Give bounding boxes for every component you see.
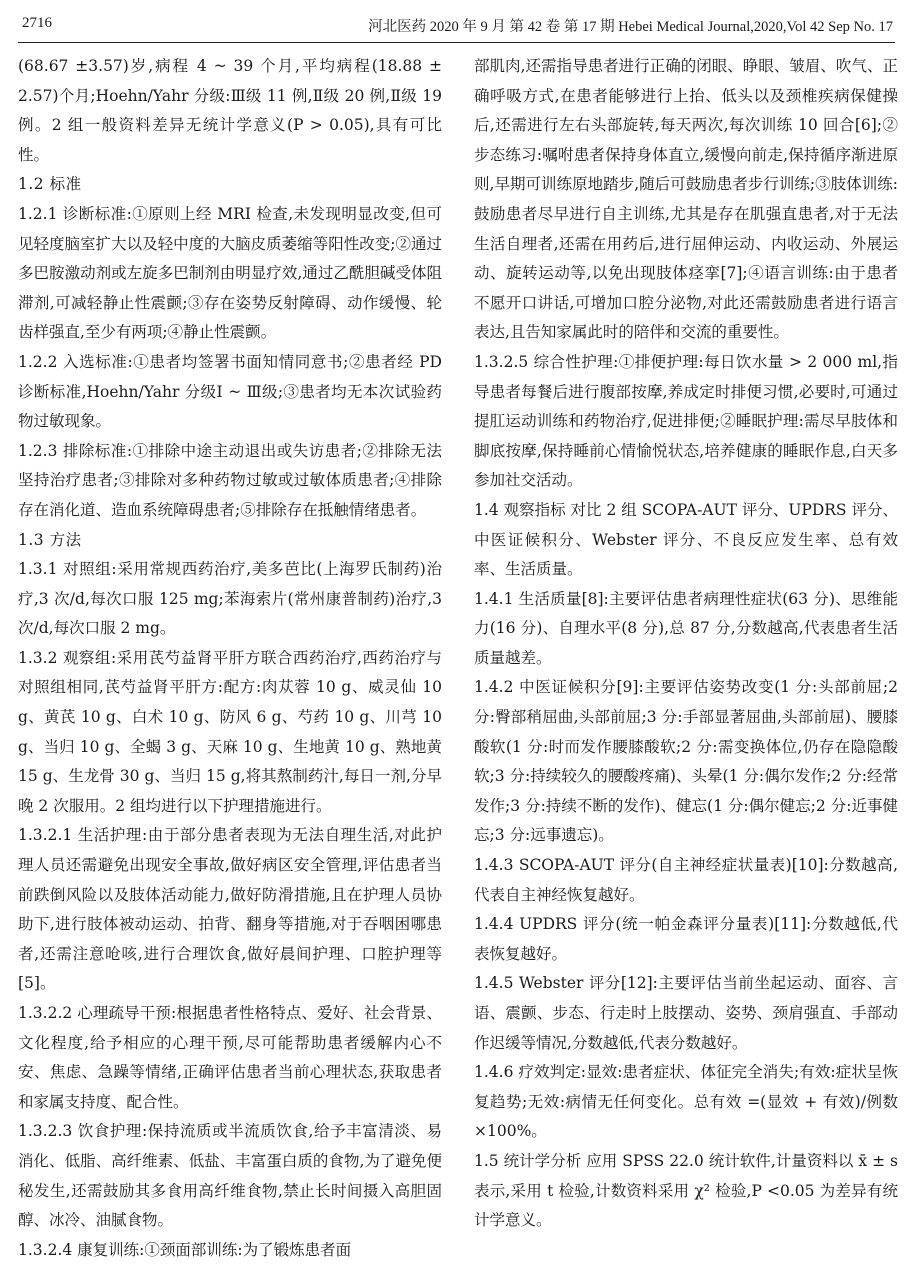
paragraph: 1.2.1 诊断标准:①原则上经 MRI 检查,未发现明显改变,但可见轻度脑室扩大以及轻中度的大脑皮质萎缩等阳性改变;②通过多巴胺激动剂或左旋多巴制剂由明显疗效,通过乙酰胆碱受体阻滞剂,可减轻静止性震颤;③存在姿势反射障碍、动作缓慢、轮齿样强直,至少有两项;④静止性震颤。 — [18, 204, 442, 342]
paragraph: 部肌肉,还需指导患者进行正确的闭眼、睁眼、皱眉、吹气、正确呼吸方式,在患者能够进行上抬、低头以及颈椎疾病保健操后,还需进行左右头部旋转,每天两次,每次训练 10 回合[6];②步态练习:嘱咐患者保持身体直立,缓慢向前走,保持循序渐进原则,早期可训练原地踏步,随后可鼓励患者步行训练;③肢体训练:鼓励患者尽早进行自主训练,尤其是存在肌强直患者,对于无法生活自理者,还需在用药后,进行屈伸运动、内收运动、外展运动、旋转运动等,以免出现肢体痉挛[7];④语言训练:由于患者不愿开口讲话,可增加口腔分泌物,对此还需鼓励患者进行语言表达,且告知家属此时的陪伴和交流的重要性。 — [474, 57, 898, 342]
right-column — [474, 52, 898, 1236]
paragraph: 1.3.2.2 心理疏导干预:根据患者性格特点、爱好、社会背景、文化程度,给予相应的心理干预,尽可能帮助患者缓解内心不安、焦虑、急躁等情绪,正确评估患者当前心理状态,获取患者和家属支持度、配合性。 — [18, 1004, 442, 1111]
paragraph: 1.4.2 中医证候积分[9]:主要评估姿势改变(1 分:头部前屈;2 分:臀部稍屈曲,头部前屈;3 分:手部显著屈曲,头部前屈)、腰膝酸软(1 分:时而发作腰膝酸软;2 分:需变换体位,仍存在隐隐酸软;3 分:持续较久的腰酸疼痛)、头晕(1 分:偶尔发作;2 分:经常发作;3 分:持续不断的发作)、健忘(1 分:偶尔健忘;2 分:近事健忘;3 分:远事遗忘)。 — [474, 678, 898, 845]
section-heading: 1.3 方法 — [18, 530, 82, 549]
paragraph: 1.4.5 Webster 评分[12]:主要评估当前坐起运动、面容、言语、震颤、步态、行走时上肢摆动、姿势、颈肩强直、手部动作迟缓等情况,分数越低,代表分数越好。 — [474, 974, 898, 1052]
paragraph: 1.3.1 对照组:采用常规西药治疗,美多芭比(上海罗氏制药)治疗,3 次/d,每次口服 125 mg;苯海索片(常州康普制药)治疗,3 次/d,每次口服 2 mg。 — [18, 560, 442, 638]
page-number: 2716 — [22, 15, 52, 31]
left-column — [18, 52, 442, 1265]
paragraph: 1.2.3 排除标准:①排除中途主动退出或失访患者;②排除无法坚持治疗患者;③排除对多种药物过敏或过敏体质患者;④排除存在消化道、造血系统障碍患者;⑤排除存在抵触情绪患者。 — [18, 441, 442, 519]
paragraph: 1.2.2 入选标准:①患者均签署书面知情同意书;②患者经 PD 诊断标准,Hoehn/Yahr 分级Ⅰ ~ Ⅲ级;③患者均无本次试验药物过敏现象。 — [18, 352, 442, 431]
paragraph: 1.3.2.4 康复训练:①颈面部训练:为了锻炼患者面 — [18, 1240, 352, 1259]
paragraph: 1.4.3 SCOPA-AUT 评分(自主神经症状量表)[10]:分数越高,代表自主神经恢复越好。 — [474, 856, 898, 904]
paragraph: 1.5 统计学分析 应用 SPSS 22.0 统计软件,计量资料以 x̄ ± s 表示,采用 t 检验,计数资料采用 χ² 检验,P <0.05 为差异有统计学意义。 — [474, 1151, 898, 1230]
section-heading: 1.2 标准 — [18, 175, 82, 194]
paragraph: 1.3.2.1 生活护理:由于部分患者表现为无法自理生活,对此护理人员还需避免出现安全事故,做好病区安全管理,评估患者当前跌倒风险以及肢体活动能力,做好防滑措施,且在护理人员协助下,进行肢体被动运动、拍背、翻身等措施,对于吞咽困哪患者,还需注意呛咳,进行合理饮食,做好晨间护理、口腔护理等[5]。 — [18, 826, 442, 993]
page-header — [18, 6, 895, 43]
paragraph: 1.4.4 UPDRS 评分(统一帕金森评分量表)[11]:分数越低,代表恢复越好。 — [474, 915, 898, 963]
paragraph: 1.3.2.5 综合性护理:①排便护理:每日饮水量 > 2 000 ml,指导患者每餐后进行腹部按摩,养成定时排便习惯,必要时,可通过提肛运动训练和药物治疗,促进排便;②睡眠护理:需尽早肢体和脚底按摩,保持睡前心情愉悦状态,培养健康的睡眠作息,白天多参加社交活动。 — [474, 352, 898, 490]
paragraph: 1.4.1 生活质量[8]:主要评估患者病理性症状(63 分)、思维能力(16 分)、自理水平(8 分),总 87 分,分数越高,代表患者生活质量越差。 — [474, 589, 898, 667]
paragraph: 1.4.6 疗效判定:显效:患者症状、体征完全消失;有效:症状呈恢复趋势;无效:病情无任何变化。总有效 =(显效 + 有效)/例数 ×100%。 — [474, 1063, 898, 1141]
paragraph: 1.3.2 观察组:采用芪芍益肾平肝方联合西药治疗,西药治疗与对照组相同,芪芍益肾平肝方:配方:肉苁蓉 10 g、威灵仙 10 g、黄芪 10 g、白术 10 g、防风 6 g、芍药 10 g、川芎 10 g、当归 10 g、全蝎 3 g、天麻 10 g、生地黄 10 g、熟地黄 15 g、生龙骨 30 g、当归 15 g,将其熬制药汁,每日一剂,分早晚 2 次服用。2 组均进行以下护理措施进行。 — [18, 648, 442, 815]
paragraph: 1.3.2.3 饮食护理:保持流质或半流质饮食,给予丰富清淡、易消化、低脂、高纤维素、低盐、丰富蛋白质的食物,为了避免便秘发生,还需鼓励其多食用高纤维食物,禁止长时间摄入高胆固醇、冰冷、油腻食物。 — [18, 1122, 442, 1230]
paragraph: 1.4 观察指标 对比 2 组 SCOPA-AUT 评分、UPDRS 评分、中医证候积分、Webster 评分、不良反应发生率、总有效率、生活质量。 — [474, 500, 898, 579]
running-title: 河北医药 2020 年 9 月 第 42 卷 第 17 期 Hebei Medical Journal,2020,Vol 42 Sep No. 17 — [368, 19, 893, 35]
paragraph: (68.67 ±3.57)岁,病程 4 ~ 39 个月,平均病程(18.88 ± 2.57)个月;Hoehn/Yahr 分级:Ⅲ级 11 例,Ⅱ级 20 例,Ⅱ级 19 例。2 组一般资料差异无统计学意义(P > 0.05),具有可比性。 — [18, 57, 442, 164]
